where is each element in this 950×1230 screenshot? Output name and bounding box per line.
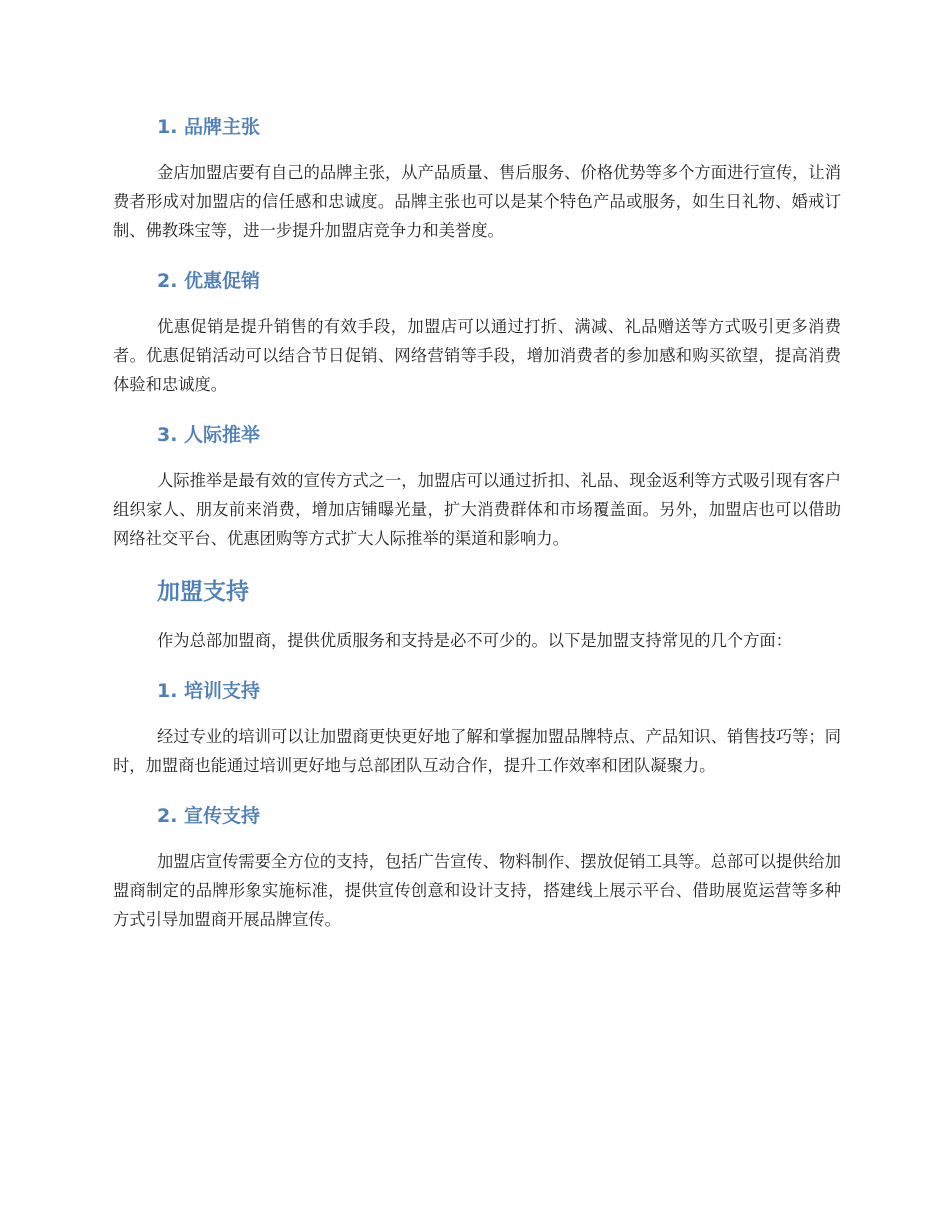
section-heading-brand: 1. 品牌主张 [157, 116, 261, 138]
section-paragraph-brand: 金店加盟店要有自己的品牌主张，从产品质量、售后服务、价格优势等多个方面进行宣传，让消费者形成对加盟店的信任感和忠诚度。品牌主张也可以是某个特色产品或服务，如生日礼物、婚戒订制、佛教珠宝等，进一步提升加盟店竞争力和美誉度。 [113, 163, 841, 240]
support-title: 加盟支持 [157, 579, 249, 605]
section-paragraph-promotion: 优惠促销是提升销售的有效手段，加盟店可以通过打折、满减、礼品赠送等方式吸引更多消费者。优惠促销活动可以结合节日促销、网络营销等手段，增加消费者的参加感和购买欲望，提高消费体验和忠诚度。 [113, 317, 841, 394]
support-heading-training: 1. 培训支持 [157, 680, 261, 702]
document-content [113, 108, 841, 951]
support-intro: 作为总部加盟商，提供优质服务和支持是必不可少的。以下是加盟支持常见的几个方面： [157, 631, 792, 650]
section-heading-promotion: 2. 优惠促销 [157, 270, 261, 292]
support-paragraph-training: 经过专业的培训可以让加盟商更快更好地了解和掌握加盟品牌特点、产品知识、销售技巧等；同时，加盟商也能通过培训更好地与总部团队互动合作，提升工作效率和团队凝聚力。 [113, 727, 841, 775]
support-heading-publicity: 2. 宣传支持 [157, 805, 261, 827]
support-paragraph-publicity: 加盟店宣传需要全方位的支持，包括广告宣传、物料制作、摆放促销工具等。总部可以提供给加盟商制定的品牌形象实施标准，提供宣传创意和设计支持，搭建线上展示平台、借助展览运营等多种方式引导加盟商开展品牌宣传。 [113, 852, 841, 929]
section-heading-referral: 3. 人际推举 [157, 424, 261, 446]
section-paragraph-referral: 人际推举是最有效的宣传方式之一，加盟店可以通过折扣、礼品、现金返利等方式吸引现有客户组织家人、朋友前来消费，增加店铺曝光量，扩大消费群体和市场覆盖面。另外，加盟店也可以借助网络社交平台、优惠团购等方式扩大人际推举的渠道和影响力。 [113, 471, 841, 548]
